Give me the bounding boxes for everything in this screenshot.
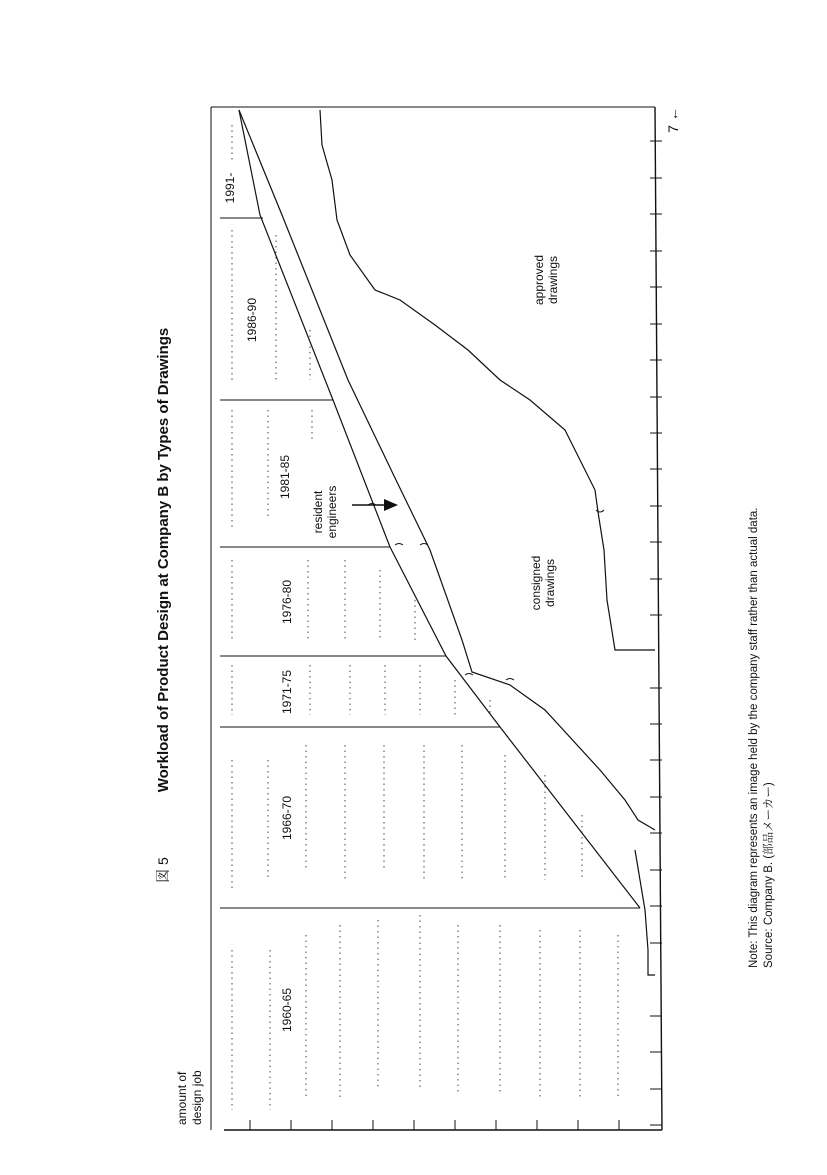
consigned-drawings-label-line1: consigned — [529, 555, 543, 611]
period-label-1966-70: 1966-70 — [280, 795, 294, 841]
consigned-region-curve — [320, 110, 655, 650]
chart-frame — [211, 107, 662, 1130]
resident-engineers-label-line2: engineers — [325, 485, 339, 539]
resident-band-outer-curve — [239, 110, 655, 830]
page-mark: 7 ← — [665, 107, 681, 133]
consigned-lower-curve — [635, 850, 655, 975]
band-curves — [239, 110, 655, 975]
period-label-1986-90: 1986-90 — [245, 297, 259, 343]
y-axis-label-line1: amount of — [175, 1071, 189, 1125]
approved-drawings-label-line2: drawings — [546, 255, 560, 305]
break-mark — [465, 674, 473, 676]
resident-engineers-label-line1: resident — [311, 490, 325, 534]
break-mark — [395, 544, 403, 546]
x-axis-line — [655, 107, 662, 1130]
period-label-1991: 1991- — [223, 172, 237, 204]
resident-band-inner-curve — [239, 110, 640, 908]
period-label-1971-75: 1971-75 — [280, 669, 294, 715]
figure-title: Workload of Product Design at Company B by Types of Drawings — [155, 327, 172, 793]
break-marks — [368, 504, 604, 681]
period-label-1960-65: 1960-65 — [280, 987, 294, 1033]
consigned-drawings-label-line2: drawings — [543, 558, 557, 608]
period-label-1976-80: 1976-80 — [280, 579, 294, 625]
break-mark — [506, 679, 514, 681]
period-label-1981-85: 1981-85 — [278, 454, 292, 500]
source-text: Source: Company B. (部品メーカー) — [763, 782, 775, 968]
y-axis-ticks — [250, 1120, 619, 1130]
note-text: Note: This diagram represents an image held by the company staff rather than actual data. — [748, 507, 760, 968]
approved-drawings-label-line1: approved — [532, 254, 546, 306]
y-axis-label-line2: design job — [190, 1070, 204, 1125]
break-mark — [420, 544, 428, 546]
figure-number: 図 5 — [155, 857, 171, 883]
arrow-head — [384, 499, 398, 511]
